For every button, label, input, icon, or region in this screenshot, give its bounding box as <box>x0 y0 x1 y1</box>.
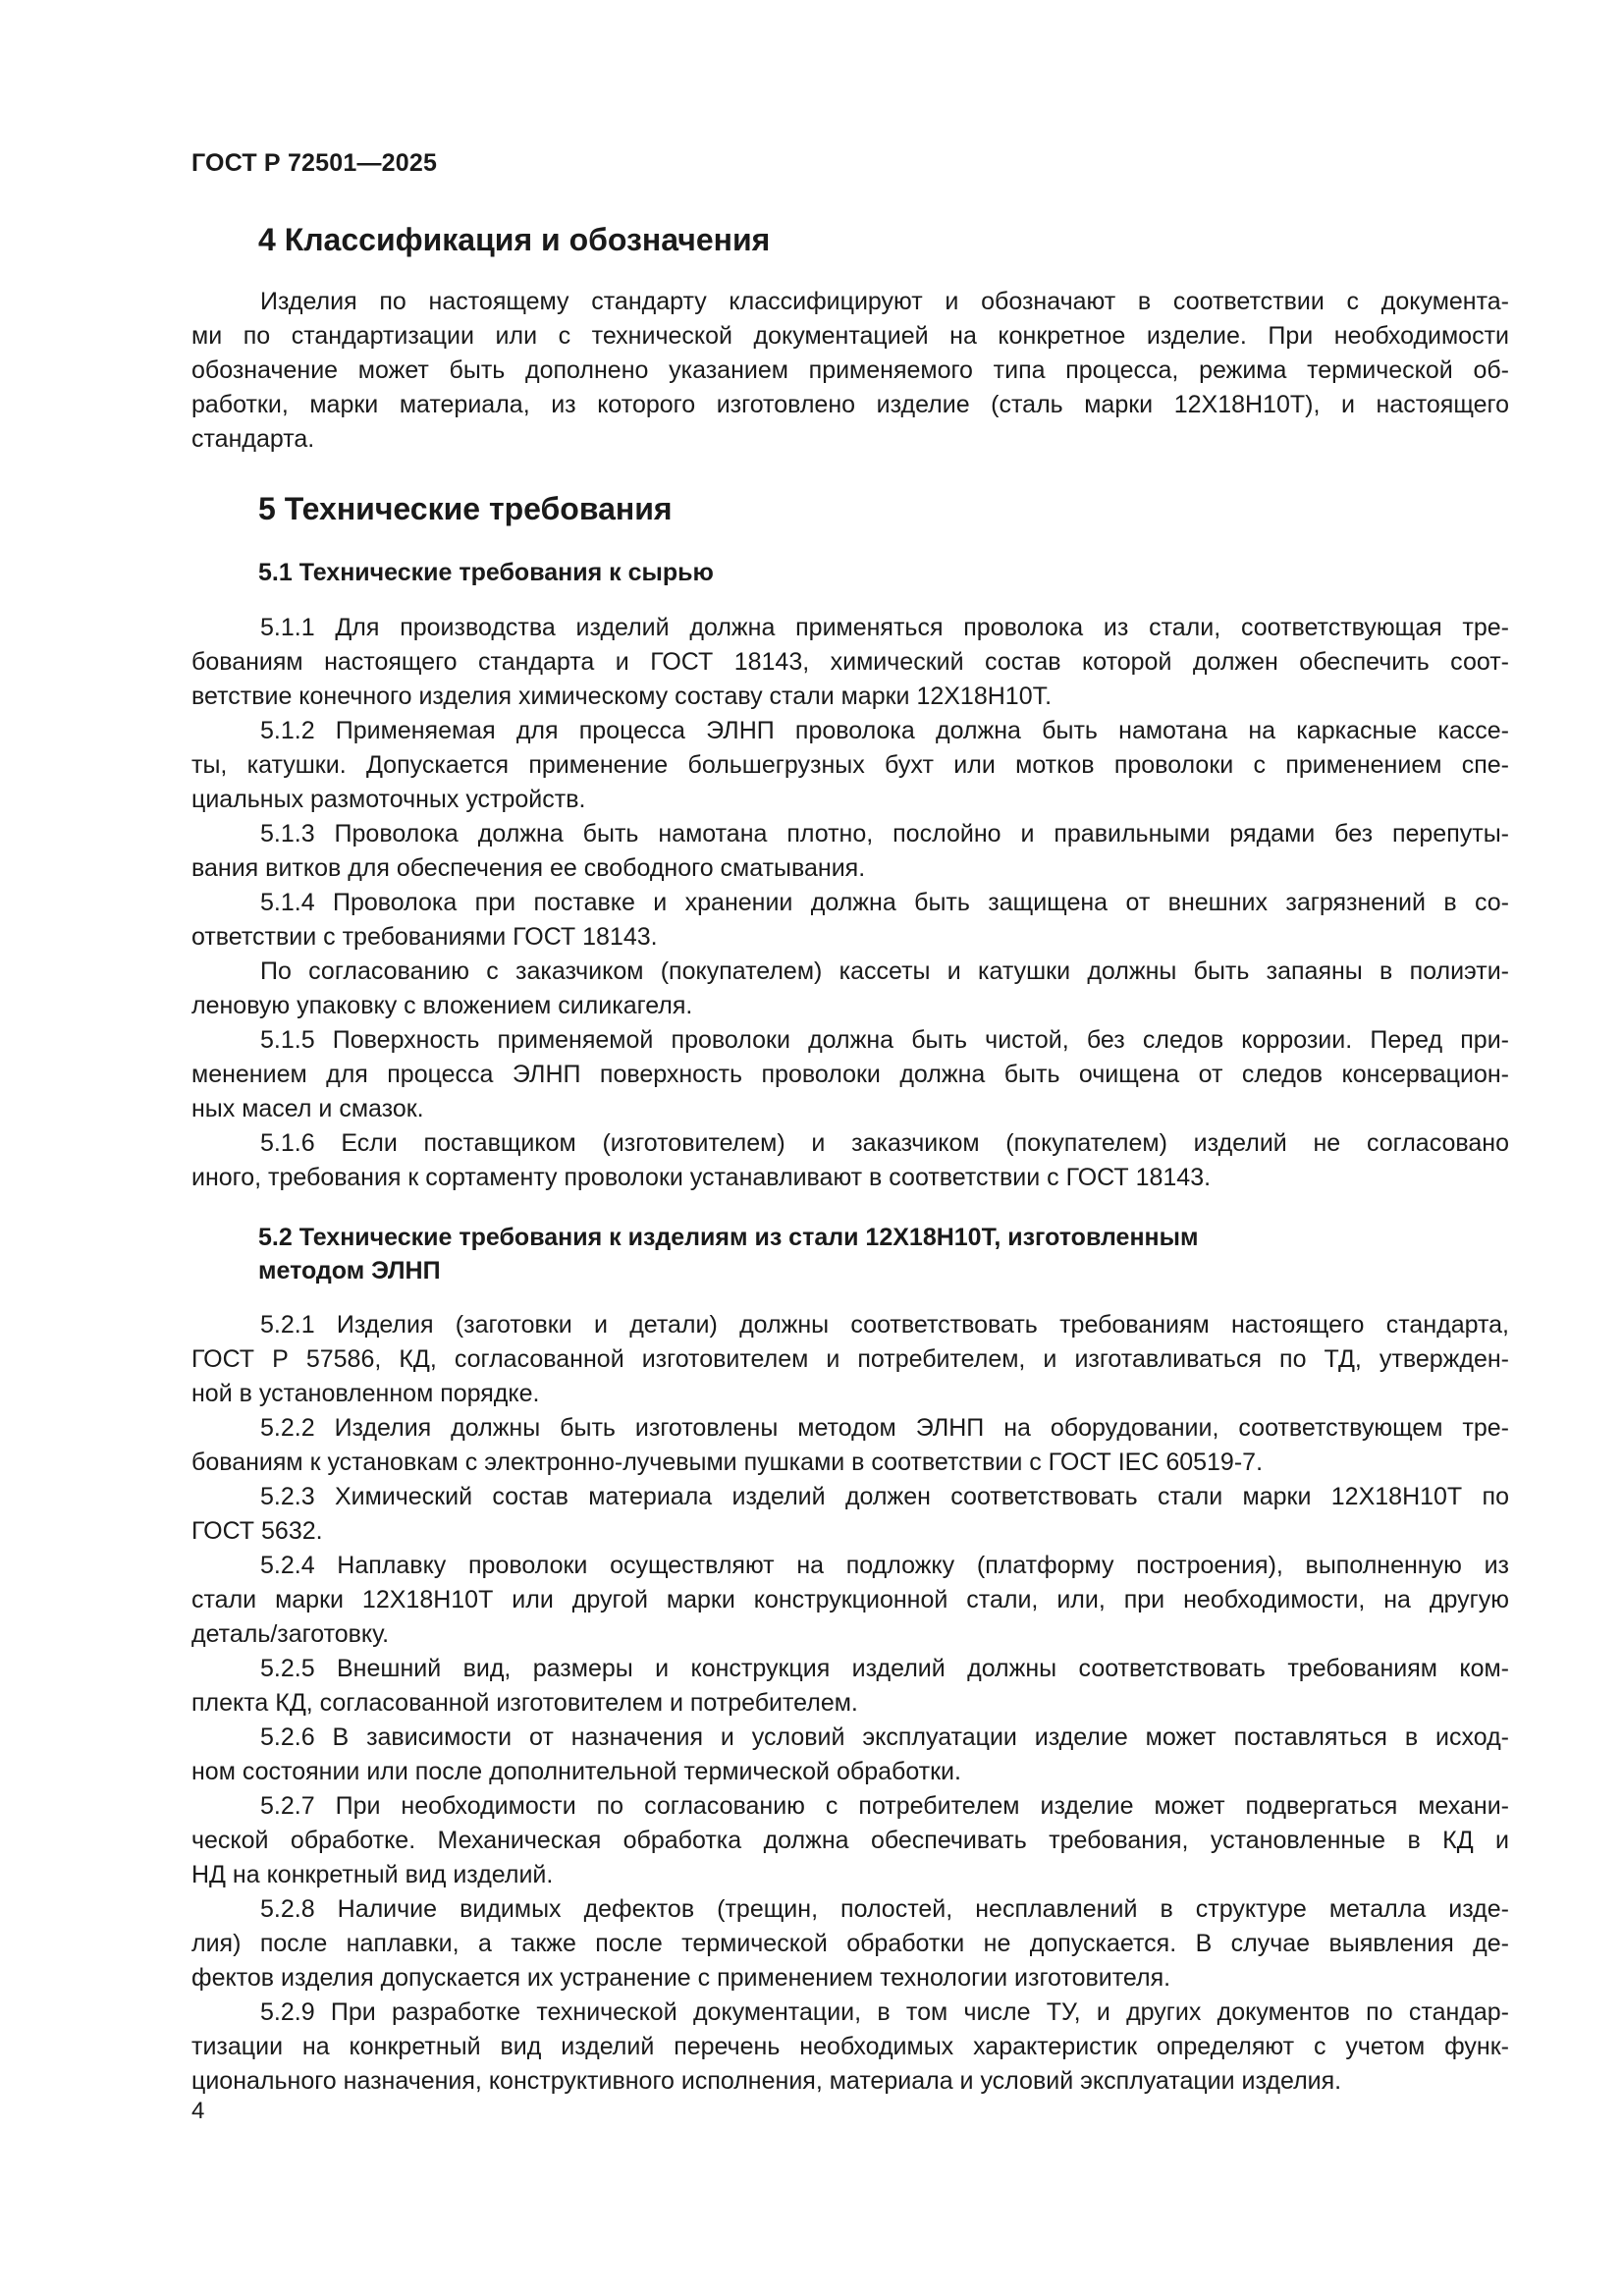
subsection-heading: 5.2 Технические требования к изделиям из стали 12Х18Н10Т, изготовленным <box>258 1224 1199 1251</box>
paragraph-line: циальных размоточных устройств. <box>191 786 586 813</box>
paragraph-line: 5.1.4 Проволока при поставке и хранении должна быть защищена от внешних загрязнений в со- <box>260 889 1509 916</box>
subsection-heading: 5.1 Технические требования к сырью <box>258 559 714 586</box>
paragraph-line: вания витков для обеспечения ее свободного сматывания. <box>191 854 866 882</box>
section-heading: 5 Технические требования <box>258 491 673 526</box>
subsection-heading: методом ЭЛНП <box>258 1257 441 1285</box>
document-header: ГОСТ Р 72501—2025 <box>191 149 438 177</box>
paragraph-line: работки, марки материала, из которого изготовлено изделие (сталь марки 12Х18Н10Т), и настоящего <box>191 391 1509 418</box>
paragraph-line: По согласованию с заказчиком (покупателем) кассеты и катушки должны быть запаяны в полиэти- <box>260 957 1509 985</box>
paragraph-line: ГОСТ 5632. <box>191 1517 323 1545</box>
paragraph-line: бованиям к установкам с электронно-лучевыми пушками в соответствии с ГОСТ IEC 60519-7. <box>191 1449 1264 1476</box>
paragraph-line: 5.2.5 Внешний вид, размеры и конструкция изделий должны соответствовать требованиям ком- <box>260 1655 1509 1682</box>
paragraph-line: ответствии с требованиями ГОСТ 18143. <box>191 923 658 951</box>
paragraph-line: 5.2.4 Наплавку проволоки осуществляют на подложку (платформу построения), выполненную из <box>260 1552 1509 1579</box>
paragraph-line: ми по стандартизации или с технической документацией на конкретное изделие. При необходимости <box>191 322 1509 350</box>
paragraph-line: ветствие конечного изделия химическому составу стали марки 12Х18Н10Т. <box>191 683 1053 710</box>
paragraph-line: ческой обработке. Механическая обработка должна обеспечивать требования, установленные в КД и <box>191 1827 1509 1854</box>
paragraph-line: 5.1.2 Применяемая для процесса ЭЛНП проволока должна быть намотана на каркасные кассе- <box>260 717 1509 744</box>
paragraph-line: обозначение может быть дополнено указанием применяемого типа процесса, режима термической об- <box>191 356 1509 384</box>
paragraph-line: 5.2.9 При разработке технической документации, в том числе ТУ, и других документов по стандар- <box>260 1998 1509 2026</box>
paragraph-line: стали марки 12Х18Н10Т или другой марки конструкционной стали, или, при необходимости, на другую <box>191 1586 1509 1613</box>
paragraph-line: Изделия по настоящему стандарту классифицируют и обозначают в соответствии с документа- <box>260 288 1509 315</box>
paragraph-line: 5.2.6 В зависимости от назначения и условий эксплуатации изделие может поставляться в исход- <box>260 1723 1509 1751</box>
paragraph-line: 5.1.6 Если поставщиком (изготовителем) и заказчиком (покупателем) изделий не согласовано <box>260 1129 1509 1157</box>
paragraph-line: стандарта. <box>191 425 315 453</box>
paragraph-line: 5.1.1 Для производства изделий должна применяться проволока из стали, соответствующая тре- <box>260 614 1509 641</box>
paragraph-line: деталь/заготовку. <box>191 1620 390 1648</box>
paragraph-line: ты, катушки. Допускается применение большегрузных бухт или мотков проволоки с применением спе- <box>191 751 1509 779</box>
paragraph-line: лия) после наплавки, а также после термической обработки не допускается. В случае выявления де- <box>191 1930 1509 1957</box>
paragraph-line: ной в установленном порядке. <box>191 1380 540 1407</box>
paragraph-line: ном состоянии или после дополнительной термической обработки. <box>191 1758 961 1785</box>
paragraph-line: 5.1.3 Проволока должна быть намотана плотно, послойно и правильными рядами без перепуты- <box>260 820 1509 847</box>
paragraph-line: менением для процесса ЭЛНП поверхность проволоки должна быть очищена от следов консервацион- <box>191 1061 1509 1088</box>
paragraph-line: ГОСТ Р 57586, КД, согласованной изготовителем и потребителем, и изготавливаться по ТД, утвержден- <box>191 1345 1509 1373</box>
paragraph-line: иного, требования к сортаменту проволоки устанавливают в соответствии с ГОСТ 18143. <box>191 1164 1212 1191</box>
paragraph-line: 5.2.3 Химический состав материала изделий должен соответствовать стали марки 12Х18Н10Т по <box>260 1483 1509 1510</box>
paragraph-line: 5.2.7 При необходимости по согласованию с потребителем изделие может подвергаться механи- <box>260 1792 1509 1820</box>
paragraph-line: плекта КД, согласованной изготовителем и потребителем. <box>191 1689 858 1717</box>
paragraph-line: ных масел и смазок. <box>191 1095 424 1122</box>
section-heading: 4 Классификация и обозначения <box>258 222 771 257</box>
paragraph-line: тизации на конкретный вид изделий перечень необходимых характеристик определяют с учетом функ- <box>191 2033 1509 2060</box>
paragraph-line: ционального назначения, конструктивного исполнения, материала и условий эксплуатации изделия. <box>191 2067 1342 2095</box>
paragraph-line: 5.2.2 Изделия должны быть изготовлены методом ЭЛНП на оборудовании, соответствующем тре- <box>260 1414 1509 1442</box>
paragraph-line: бованиям настоящего стандарта и ГОСТ 18143, химический состав которой должен обеспечить соот- <box>191 648 1509 676</box>
page-number: 4 <box>191 2098 205 2124</box>
paragraph-line: 5.1.5 Поверхность применяемой проволоки должна быть чистой, без следов коррозии. Перед при- <box>260 1026 1509 1054</box>
paragraph-line: фектов изделия допускается их устранение с применением технологии изготовителя. <box>191 1964 1171 1992</box>
paragraph-line: 5.2.8 Наличие видимых дефектов (трещин, полостей, несплавлений в структуре металла изде- <box>260 1895 1509 1923</box>
paragraph-line: НД на конкретный вид изделий. <box>191 1861 554 1888</box>
paragraph-line: 5.2.1 Изделия (заготовки и детали) должны соответствовать требованиям настоящего стандарта, <box>260 1311 1509 1339</box>
paragraph-line: леновую упаковку с вложением силикагеля. <box>191 992 693 1019</box>
